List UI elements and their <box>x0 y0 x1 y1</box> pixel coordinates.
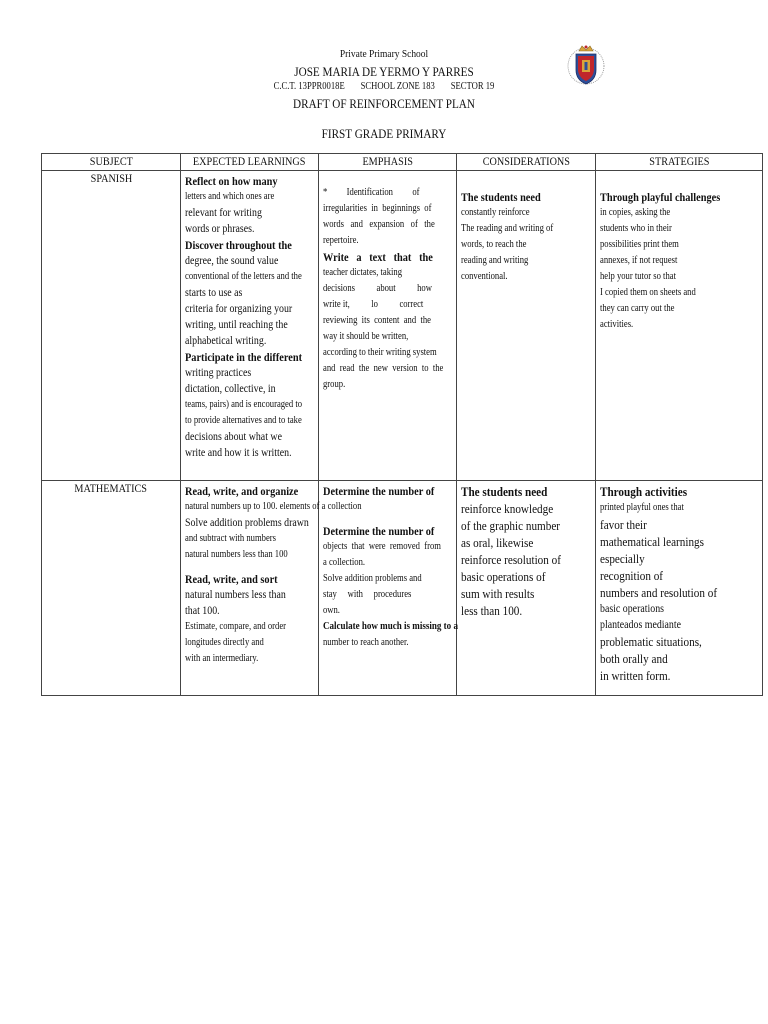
table-row <box>42 171 763 481</box>
plan-title: DRAFT OF REINFORCEMENT PLAN <box>293 96 475 111</box>
sector: SECTOR 19 <box>450 81 495 92</box>
emphasis-cell: * Identification of irregularities in beginnings of words and expansion of the repertoire. Write a text that the teacher dictates, taking decisions about how write it, lo correct reviewing its content and the way it should be written, according to their writing system and read the new version to the group. <box>319 171 457 481</box>
table-header-row <box>42 154 763 171</box>
school-seal-icon <box>566 42 606 88</box>
strategies-cell: Through activities printed playful ones that favor their mathematical learnings especially recognition of numbers and resolution of basic operations planteados mediante problematic situations, both orally and in written form. <box>596 481 763 696</box>
column-header-emphasis: EMPHASIS <box>319 154 457 171</box>
column-header-strategies: STRATEGIES <box>596 154 763 171</box>
column-header-considerations: CONSIDERATIONS <box>457 154 596 171</box>
subject-cell: MATHEMATICS <box>42 481 181 696</box>
subject-cell: SPANISH <box>42 171 181 481</box>
emphasis-cell: Determine the number of Determine the number of objects that were removed from a collection. Solve addition problems and stay with procedures own. Calculate how much is missing to a number to reach another. <box>319 481 457 696</box>
learnings-cell: Reflect on how many letters and which ones are relevant for writing words or phrases. Discover throughout the degree, the sound value conventional of the letters and the starts to use as criteria for organizing your writing, until reaching the alphabetical writing. Participate in the different writing practices dictation, collective, in teams, pairs) and is encouraged to to provide alternatives and to take decisions about what we write and how it is written. <box>181 171 319 481</box>
cct-code: C.C.T. 13PPR0018E <box>273 81 345 92</box>
column-header-subject: SUBJECT <box>42 154 181 171</box>
strategies-cell: Through playful challenges in copies, asking the students who in their possibilities print them annexes, if not request help your tutor so that I copied them on sheets and they can carry out the activities. <box>596 171 763 481</box>
considerations-cell: The students need constantly reinforce The reading and writing of words, to reach the reading and writing conventional. <box>457 171 596 481</box>
table-row <box>42 481 763 696</box>
considerations-cell: The students need reinforce knowledge of the graphic number as oral, likewise reinforce resolution of basic operations of sum with results less than 100. <box>457 481 596 696</box>
reinforcement-plan-table <box>41 153 763 696</box>
learnings-cell: Read, write, and organize natural numbers up to 100. elements of a collection Solve addition problems drawn and subtract with numbers natural numbers less than 100 Read, write, and sort natural numbers less than that 100. Estimate, compare, and order longitudes directly and with an intermediary. <box>181 481 319 696</box>
school-codes <box>54 81 714 92</box>
column-header-expected-learnings: EXPECTED LEARNINGS <box>181 154 319 171</box>
school-name: JOSE MARIA DE YERMO Y PARRES <box>294 64 474 79</box>
school-type: Private Primary School <box>339 48 429 60</box>
grade-title: FIRST GRADE PRIMARY <box>321 126 447 141</box>
school-zone: SCHOOL ZONE 183 <box>360 81 435 92</box>
